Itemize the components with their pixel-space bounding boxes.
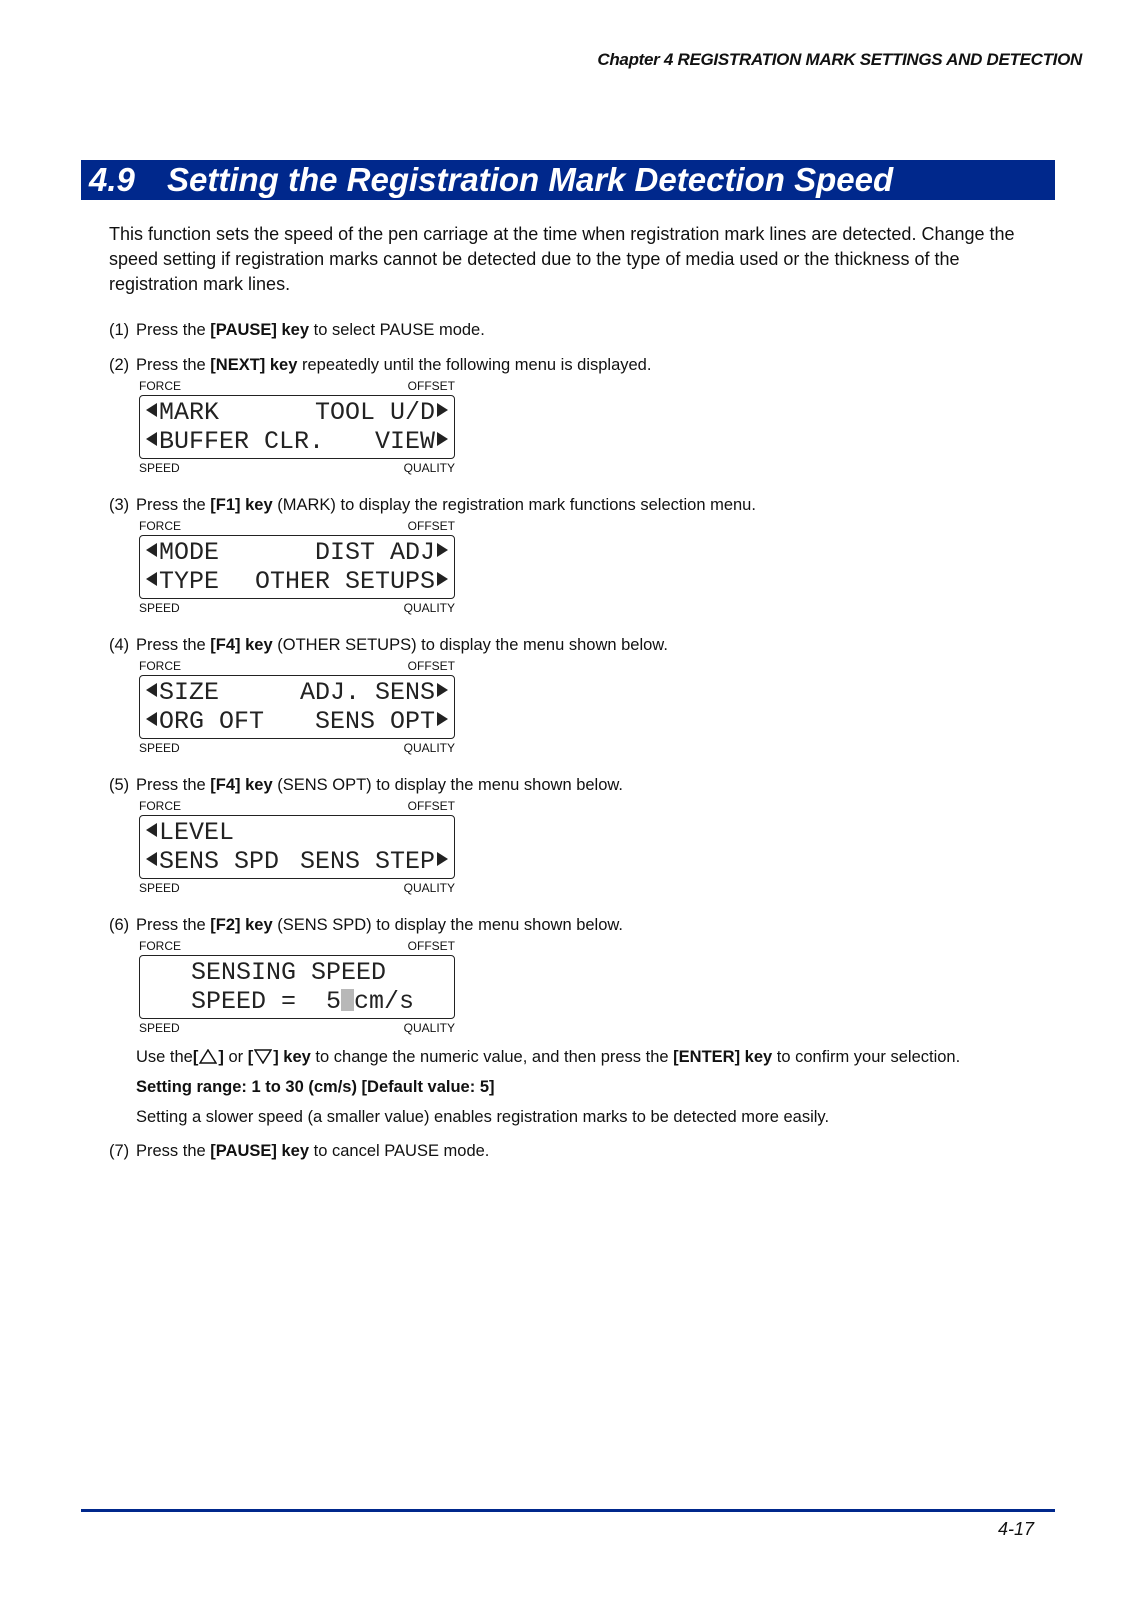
label-speed: SPEED (139, 881, 180, 895)
page-number: 4-17 (997, 1519, 1034, 1539)
left-arrow-icon (146, 572, 157, 586)
input-cursor (341, 989, 354, 1011)
footer-rule (81, 1509, 1055, 1512)
section-title: Setting the Registration Mark Detection Speed (167, 161, 894, 198)
label-quality: QUALITY (403, 461, 455, 475)
section-title-banner (81, 160, 1055, 200)
label-quality: QUALITY (403, 881, 455, 895)
label-offset: OFFSET (407, 519, 455, 533)
label-force: FORCE (139, 939, 181, 953)
lcd-display: MODE DIST ADJ TYPE OTHER SETUPS (139, 535, 455, 599)
step-7: (7) Press the [PAUSE] key to cancel PAUSE mode. (109, 1142, 490, 1160)
steps-list (109, 320, 1069, 1161)
key-f1: [F1] key (210, 496, 273, 514)
label-speed: SPEED (139, 461, 180, 475)
tip-note: Setting a slower speed (a smaller value) enables registration marks to be detected more easily. (136, 1108, 830, 1126)
label-offset: OFFSET (407, 659, 455, 673)
lcd-panel-menu1 (139, 379, 455, 475)
label-speed: SPEED (139, 741, 180, 755)
right-arrow-icon (437, 683, 448, 697)
step-1: (1) Press the [PAUSE] key to select PAUSE mode. (109, 321, 485, 339)
key-pause: [PAUSE] key (210, 1142, 310, 1160)
down-triangle-icon (254, 1049, 272, 1064)
lcd-display: LEVEL SENS SPD SENS STEP (139, 815, 455, 879)
label-speed: SPEED (139, 601, 180, 615)
right-arrow-icon (437, 432, 448, 446)
step-5: (5) Press the [F4] key (SENS OPT) to display the menu shown below. (109, 776, 623, 794)
key-f4: [F4] key (210, 776, 273, 794)
key-pause: [PAUSE] key (210, 321, 310, 339)
left-arrow-icon (146, 852, 157, 866)
setting-range: Setting range: 1 to 30 (cm/s) [Default value: 5] (136, 1078, 495, 1096)
label-force: FORCE (139, 379, 181, 393)
key-next: [NEXT] key (210, 356, 298, 374)
label-offset: OFFSET (407, 939, 455, 953)
right-arrow-icon (437, 572, 448, 586)
label-offset: OFFSET (407, 379, 455, 393)
label-force: FORCE (139, 659, 181, 673)
up-triangle-icon (199, 1049, 217, 1064)
step-3: (3) Press the [F1] key (MARK) to display the registration mark functions selection menu. (109, 496, 756, 514)
section-number: 4.9 (89, 161, 135, 198)
right-arrow-icon (437, 403, 448, 417)
key-enter: [ENTER] key (673, 1048, 773, 1066)
chapter-header: Chapter 4 REGISTRATION MARK SETTINGS AND DETECTION (597, 50, 1082, 69)
label-quality: QUALITY (403, 741, 455, 755)
left-arrow-icon (146, 823, 157, 837)
step-4: (4) Press the [F4] key (OTHER SETUPS) to display the menu shown below. (109, 636, 668, 654)
label-force: FORCE (139, 519, 181, 533)
left-arrow-icon (146, 432, 157, 446)
instruction-note: Use the[ ] or [ ] key to change the numeric value, and then press the [ENTER] key to confirm your selection. (136, 1048, 961, 1066)
left-arrow-icon (146, 403, 157, 417)
label-quality: QUALITY (403, 601, 455, 615)
intro-paragraph: This function sets the speed of the pen carriage at the time when registration mark lines are detected. Change the speed setting if registration marks cannot be detected due to the type of media used or the thickness of the registration mark lines. (109, 224, 1015, 294)
lcd-panel-menu4 (139, 799, 455, 895)
step-6: (6) Press the [F2] key (SENS SPD) to display the menu shown below. (109, 916, 623, 934)
label-offset: OFFSET (407, 799, 455, 813)
label-force: FORCE (139, 799, 181, 813)
label-quality: QUALITY (403, 1021, 455, 1035)
left-arrow-icon (146, 712, 157, 726)
key-f4: [F4] key (210, 636, 273, 654)
left-arrow-icon (146, 543, 157, 557)
lcd-display: SIZE ADJ. SENS ORG OFT SENS OPT (139, 675, 455, 739)
lcd-display: SENSING SPEED SPEED = 5 cm/s (139, 955, 455, 1019)
lcd-panel-menu5 (139, 939, 455, 1035)
label-speed: SPEED (139, 1021, 180, 1035)
step-2: (2) Press the [NEXT] key repeatedly until the following menu is displayed. (109, 356, 652, 374)
lcd-panel-menu3 (139, 659, 455, 755)
lcd-panel-menu2 (139, 519, 455, 615)
lcd-display: MARK TOOL U/D BUFFER CLR. VIEW (139, 395, 455, 459)
key-f2: [F2] key (210, 916, 273, 934)
right-arrow-icon (437, 852, 448, 866)
right-arrow-icon (437, 712, 448, 726)
right-arrow-icon (437, 543, 448, 557)
left-arrow-icon (146, 683, 157, 697)
